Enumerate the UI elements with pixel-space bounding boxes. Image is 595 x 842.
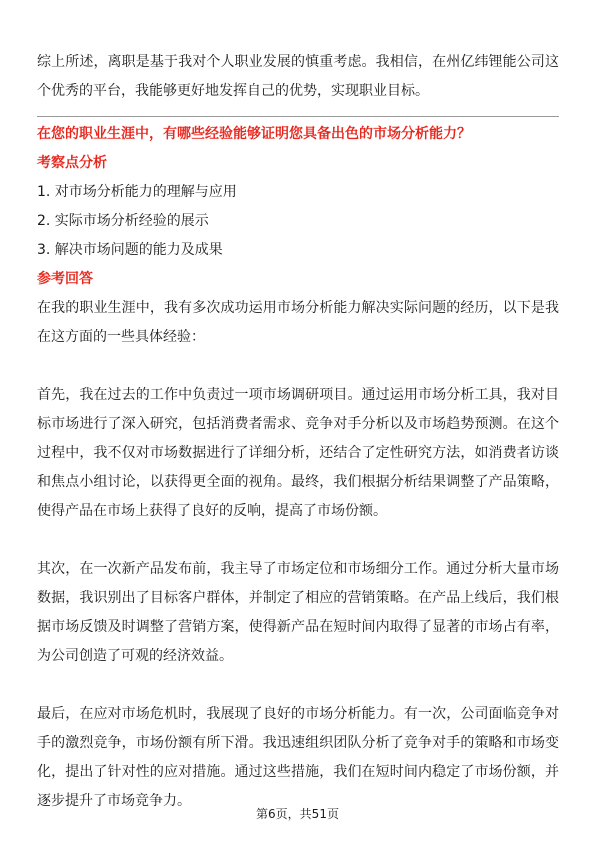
answer-paragraph: 其次，在一次新产品发布前，我主导了市场定位和市场细分工作。通过分析大量市场数据，我识别出了目标客户群体，并制定了相应的营销策略。在产品上线后，我们根据市场反馈及时调整了营销方案，使得新产品在短时间内取得了显著的市场占有率，为公司创造了可观的经济效益。 — [37, 561, 559, 664]
page-number-footer: 第6页，共51页 — [256, 807, 339, 821]
interview-question: 在您的职业生涯中，有哪些经验能够证明您具备出色的市场分析能力？ — [37, 126, 471, 142]
answer-paragraph: 首先，我在过去的工作中负责过一项市场调研项目。通过运用市场分析工具，我对目标市场进行了深入研究，包括消费者需求、竞争对手分析以及市场趋势预测。在这个过程中，我不仅对市场数据进行了详细分析，还结合了定性研究方法，如消费者访谈和焦点小组讨论，以获得更全面的视角。最终，我们根据分析结果调整了产品策略，使得产品在市场上获得了良好的反响，提高了市场份额。 — [37, 387, 559, 519]
paragraph-spacer — [37, 526, 559, 555]
analysis-point: 2. 实际市场分析经验的展示 — [37, 213, 209, 229]
answer-heading: 参考回答 — [37, 271, 93, 287]
intro-paragraph: 综上所述，离职是基于我对个人职业发展的慎重考虑。我相信，在州亿纬锂能公司这个优秀的平台，我能够更好地发挥自己的优势，实现职业目标。 — [37, 54, 559, 99]
answer-paragraph: 最后，在应对市场危机时，我展现了良好的市场分析能力。有一次，公司面临竞争对手的激烈竞争，市场份额有所下滑。我迅速组织团队分析了竞争对手的策略和市场变化，提出了针对性的应对措施。通过这些措施，我们在短时间内稳定了市场份额，并逐步提升了市场竞争力。 — [37, 706, 559, 809]
analysis-point: 1. 对市场分析能力的理解与应用 — [37, 184, 237, 200]
page-content — [37, 48, 559, 816]
analysis-points-list — [37, 178, 559, 265]
paragraph-spacer — [37, 671, 559, 700]
analysis-heading: 考察点分析 — [37, 155, 107, 171]
section-divider — [37, 116, 559, 117]
answer-paragraph: 在我的职业生涯中，我有多次成功运用市场分析能力解决实际问题的经历，以下是我在这方面的一些具体经验： — [37, 300, 559, 345]
analysis-point: 3. 解决市场问题的能力及成果 — [37, 242, 223, 258]
paragraph-spacer — [37, 352, 559, 381]
